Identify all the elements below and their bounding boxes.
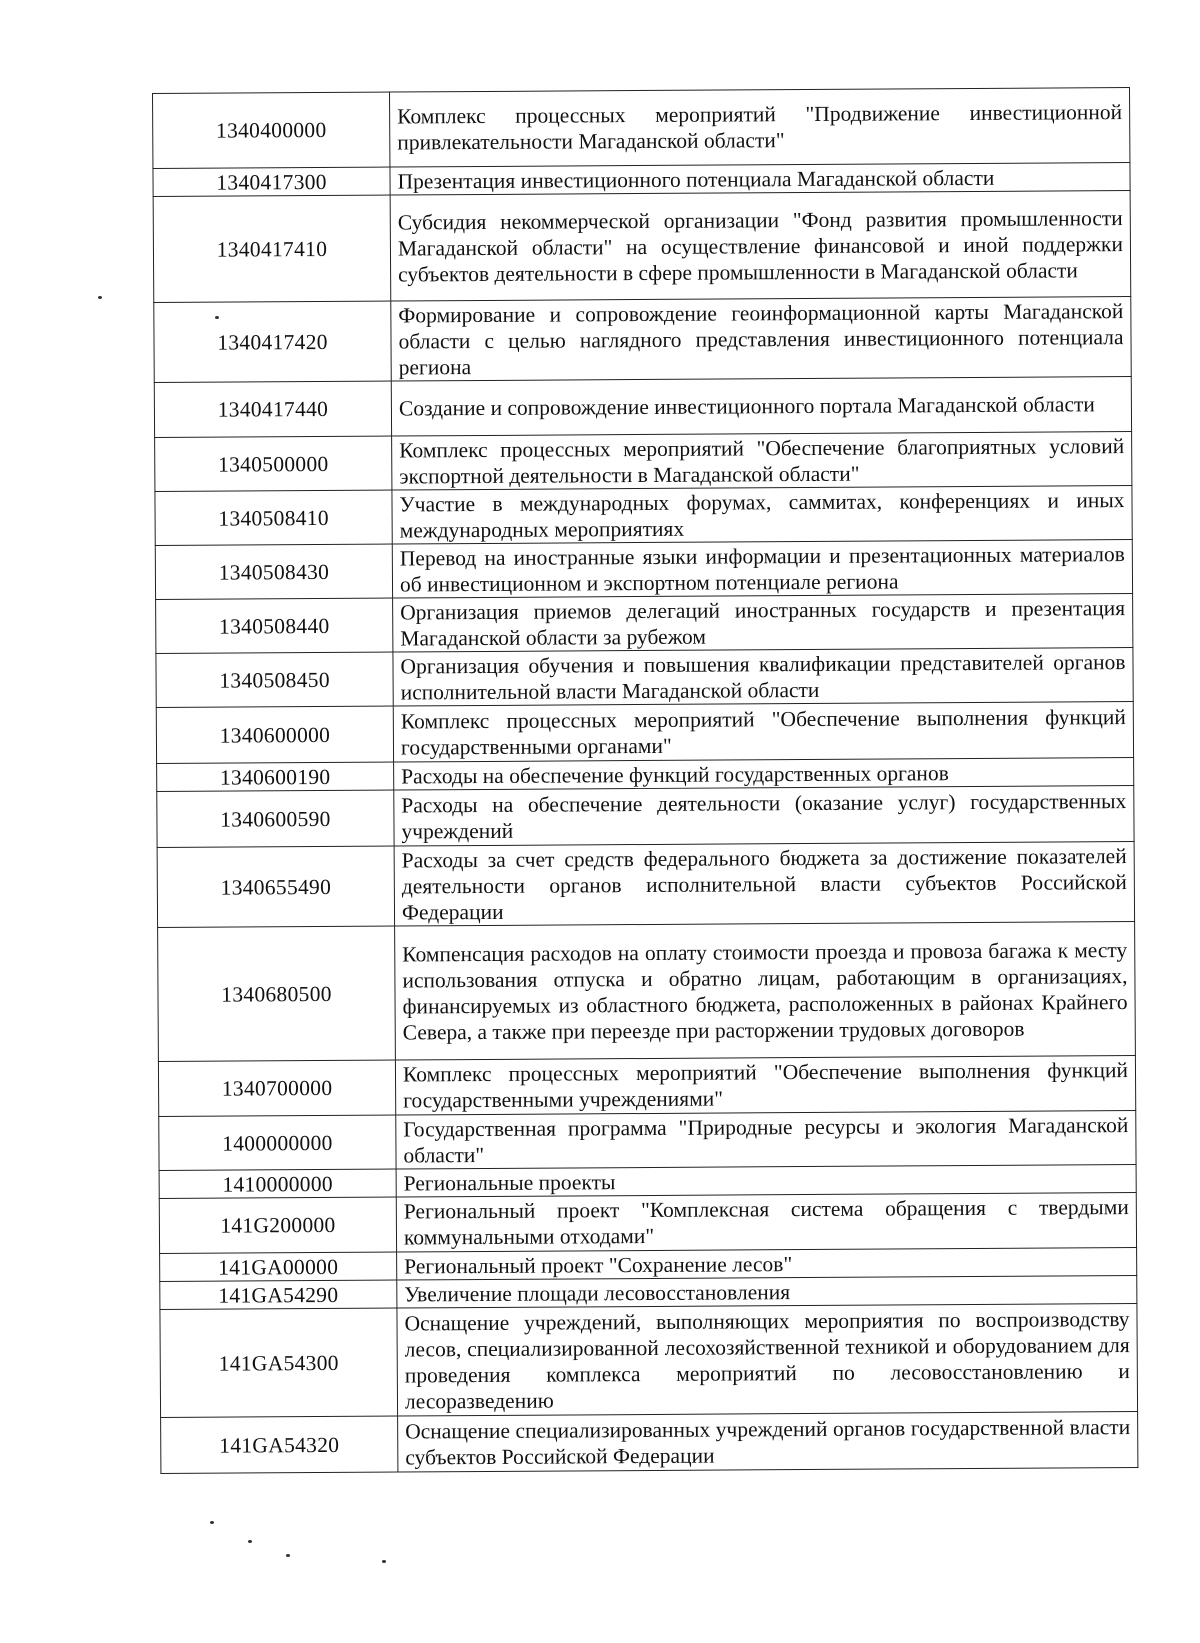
scan-speck [210, 1521, 214, 1524]
code-cell: 141G200000 [159, 1197, 396, 1253]
description-cell: Формирование и сопровождение геоинформационной карты Магаданской области с целью наглядного представления инвестиционного потенциала региона [391, 297, 1131, 382]
description-cell: Перевод на иностранные языки информации и презентационных материалов об инвестиционном и экспортном потенциале региона [392, 540, 1132, 599]
description-cell: Субсидия некоммерческой организации "Фонд развития промышленности Магаданской области" на осуществление финансовой и иной поддержки субъектов деятельности в сфере промышленности в Магаданской области [390, 191, 1131, 302]
table-row [160, 1304, 1138, 1418]
code-cell: 1340417410 [153, 195, 391, 302]
table-row [153, 88, 1130, 169]
code-cell: 1340655490 [157, 846, 394, 927]
table-row [156, 702, 1133, 764]
table-row [159, 1193, 1136, 1254]
code-cell: 1340680500 [158, 926, 396, 1061]
table-row [155, 432, 1132, 492]
description-cell: Компенсация расходов на оплату стоимости проезда и провоза багажа к месту использования отпуска и обратно лицам, работающим в организациях, финансируемых из областного бюджета, расположенных в районах Крайнего Севера, а также при переезде при расторжении трудовых договоров [395, 922, 1136, 1061]
table-row [159, 1111, 1136, 1171]
description-cell: Расходы на обеспечение деятельности (оказание услуг) государственных учреждений [394, 786, 1134, 847]
code-cell: 1400000000 [159, 1115, 396, 1170]
table-row [157, 786, 1134, 848]
code-cell: 1340600590 [157, 790, 394, 847]
code-cell: 1340417420 [154, 301, 391, 382]
description-cell: Оснащение учреждений, выполняющих мероприятия по воспроизводству лесов, специализированной лесохозяйственной техникой и оборудованием для проведения комплекса мероприятий по лесовосстановлению и лесоразведению [397, 1304, 1138, 1417]
budget-classification-table [152, 87, 1138, 1474]
table-row [154, 297, 1131, 383]
code-cell: 1340700000 [158, 1060, 395, 1116]
code-cell: 1340600000 [156, 706, 393, 763]
description-cell: Комплекс процессных мероприятий "Обеспечение благоприятных условий экспортной деятельности в Магаданской области" [392, 432, 1132, 491]
description-cell: Презентация инвестиционного потенциала Магаданской области [390, 163, 1130, 196]
description-cell: Оснащение специализированных учреждений органов государственной власти субъектов Российской Федерации [398, 1412, 1138, 1473]
table-row [158, 1056, 1135, 1117]
table-row [155, 486, 1132, 546]
description-cell: Региональный проект "Комплексная система обращения с твердыми коммунальными отходами" [396, 1193, 1136, 1253]
code-cell: 1340600190 [157, 762, 394, 791]
table-row [153, 191, 1131, 303]
scan-speck [382, 1560, 386, 1563]
description-cell: Расходы за счет средств федерального бюджета за достижение показателей деятельности органов исполнительной власти субъектов Российской Федерации [394, 842, 1134, 927]
code-cell: 1340400000 [153, 92, 390, 168]
description-cell: Региональные проекты [396, 1165, 1136, 1198]
scan-speck [248, 1540, 252, 1543]
scan-speck [98, 296, 102, 299]
table-row [158, 922, 1136, 1062]
code-cell: 1410000000 [159, 1169, 396, 1198]
table-row [154, 377, 1131, 438]
table-body [153, 88, 1138, 1474]
scan-speck [286, 1554, 290, 1557]
description-cell: Участие в международных форумах, саммитах, конференциях и иных международных мероприятиях [392, 486, 1132, 545]
description-cell: Региональный проект "Сохранение лесов" [397, 1248, 1137, 1281]
code-cell: 141GA54320 [161, 1416, 398, 1473]
code-cell: 1340500000 [155, 436, 392, 491]
code-cell: 1340417440 [154, 381, 391, 437]
code-cell: 1340508440 [156, 598, 393, 653]
table-row [156, 648, 1133, 708]
description-cell: Создание и сопровождение инвестиционного портала Магаданской области [391, 377, 1131, 437]
code-cell: 1340508410 [155, 490, 392, 545]
table-row [156, 594, 1133, 654]
description-cell: Государственная программа "Природные ресурсы и экология Магаданской области" [396, 1111, 1136, 1170]
code-cell: 1340508450 [156, 652, 393, 707]
table-row [161, 1412, 1138, 1474]
code-cell: 141GA54300 [160, 1308, 398, 1417]
table-row [155, 540, 1132, 600]
description-cell: Организация обучения и повышения квалификации представителей органов исполнительной власти Магаданской области [393, 648, 1133, 707]
page-content [152, 87, 1138, 1474]
code-cell: 141GA00000 [160, 1252, 397, 1281]
description-cell: Комплекс процессных мероприятий "Продвижение инвестиционной привлекательности Магаданской области" [389, 88, 1129, 168]
scan-speck [215, 316, 219, 319]
description-cell: Организация приемов делегаций иностранных государств и презентация Магаданской области за рубежом [393, 594, 1133, 653]
code-cell: 1340508430 [155, 544, 392, 599]
description-cell: Увеличение площади лесовосстановления [397, 1276, 1137, 1309]
description-cell: Комплекс процессных мероприятий "Обеспечение выполнения функций государственными учреждениями" [395, 1056, 1135, 1116]
code-cell: 1340417300 [153, 167, 390, 196]
code-cell: 141GA54290 [160, 1280, 397, 1309]
table-row [157, 842, 1134, 928]
description-cell: Комплекс процессных мероприятий "Обеспечение выполнения функций государственными органами" [393, 702, 1133, 763]
description-cell: Расходы на обеспечение функций государственных органов [394, 758, 1134, 791]
